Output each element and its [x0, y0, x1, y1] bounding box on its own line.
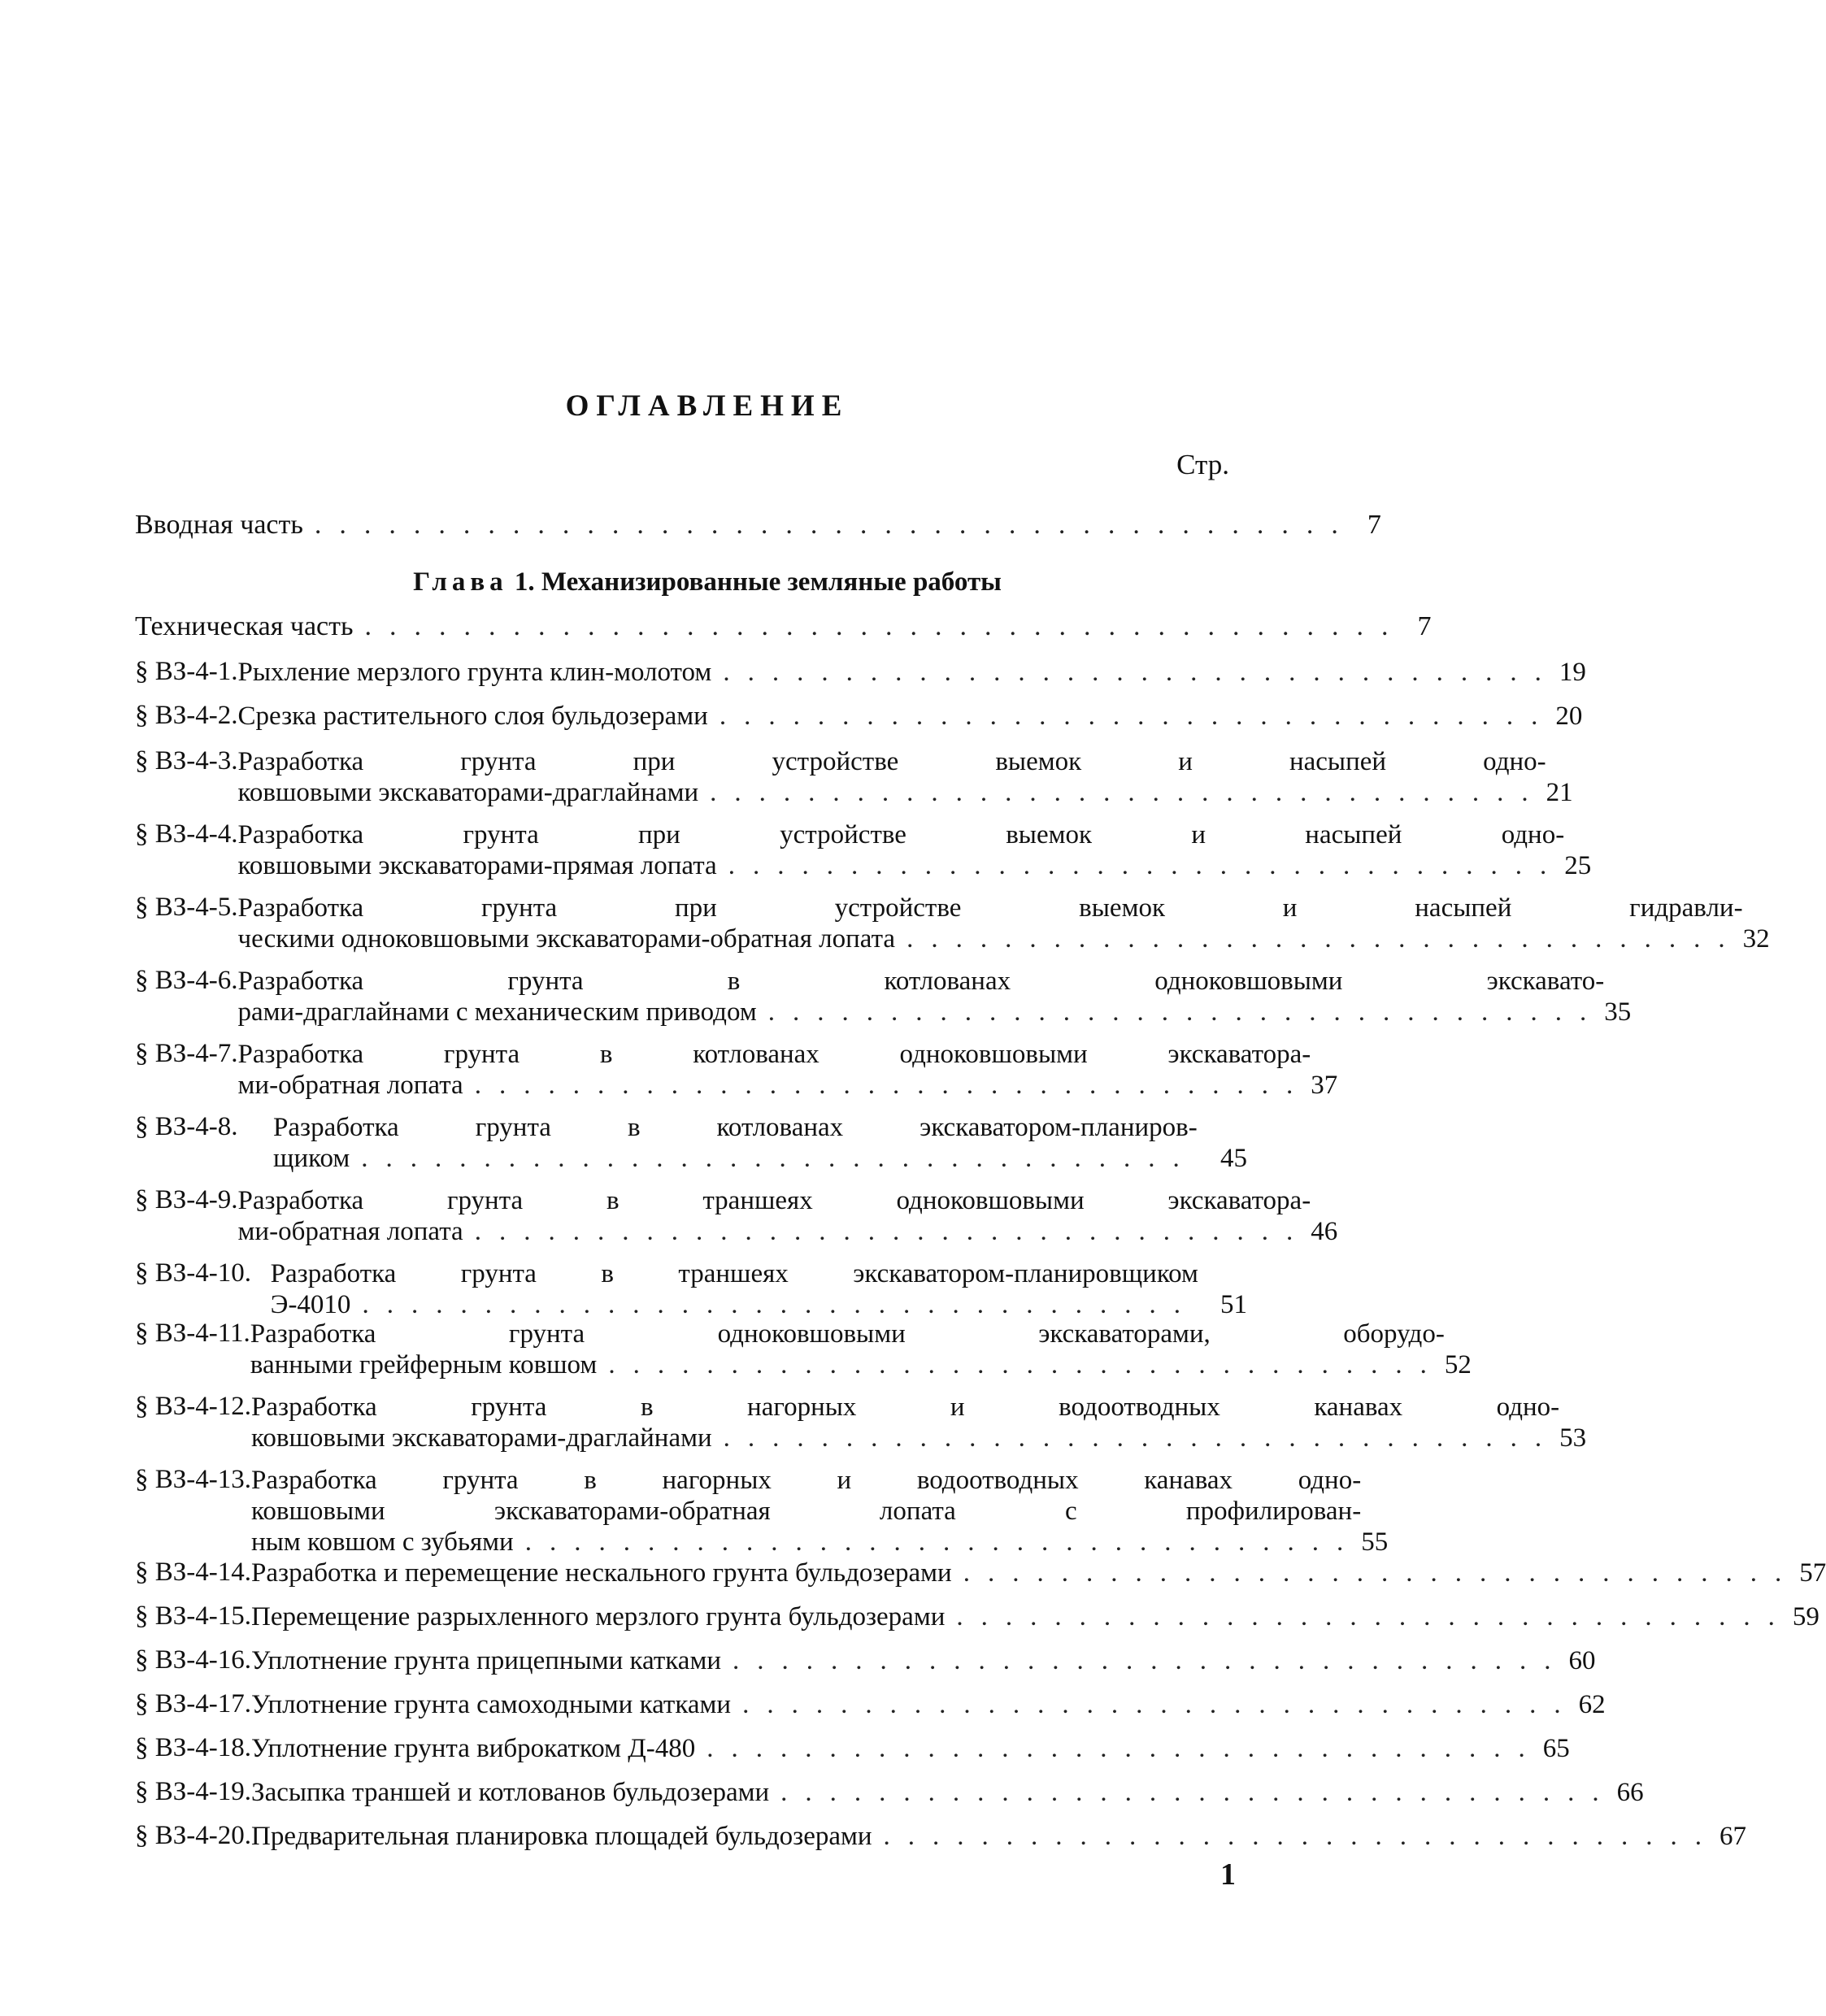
dot-leader: .................................. — [723, 658, 1559, 687]
dot-leader: .................................. — [956, 1602, 1793, 1631]
toc-entry-title — [251, 1689, 1579, 1720]
page-column-label: Стр. — [1176, 449, 1229, 480]
toc-entry[interactable] — [135, 657, 1586, 688]
page-number: 1 — [1220, 1857, 1236, 1892]
toc-entry-page: 35 — [1604, 997, 1632, 1027]
toc-entry-title-line: ми-обратная лопата — [237, 1071, 463, 1100]
chapter-title: 1. Механизированные земляные работы — [507, 567, 1002, 597]
toc-entry-section: § ВЗ-4-18. — [135, 1733, 252, 1762]
toc-entry-title — [238, 893, 1743, 954]
toc-entry[interactable] — [135, 1039, 1338, 1101]
toc-entry-title-line: Перемещение разрыхленного мерзлого грунта бульдозерами — [251, 1602, 946, 1631]
toc-entry-title-line: Предварительная планировка площадей бульдозерами — [251, 1822, 872, 1851]
toc-intro-row[interactable] — [135, 510, 1381, 541]
toc-entry-page: 66 — [1616, 1778, 1644, 1807]
toc-entry-title-line: Разработка грунта при устройстве выемок и насыпей одно- — [237, 747, 1546, 776]
toc-entry-page: 62 — [1578, 1690, 1606, 1719]
chapter-heading — [11, 567, 1403, 597]
toc-entry-page: 65 — [1542, 1734, 1570, 1763]
toc-entry-page: 19 — [1559, 658, 1586, 687]
toc-entry[interactable] — [135, 1558, 1826, 1588]
toc-entry-title — [251, 1777, 1617, 1808]
toc-entry-title-line: Уплотнение грунта самоходными катками — [251, 1690, 732, 1719]
toc-entry-page: 60 — [1568, 1646, 1596, 1675]
toc-entry-title-line: ковшовыми экскаваторами-прямая лопата — [237, 851, 717, 880]
toc-entry-page: 32 — [1742, 924, 1770, 954]
toc-entry-section: § ВЗ-4-3. — [135, 746, 238, 776]
toc-entry-section: § ВЗ-4-4. — [135, 819, 238, 849]
dot-leader: .................................. — [733, 1646, 1569, 1675]
toc-entry-page: 46 — [1311, 1217, 1338, 1246]
toc-entry-page: 25 — [1564, 851, 1592, 880]
toc-entry-title — [251, 1821, 1719, 1852]
toc-entry[interactable] — [135, 966, 1632, 1028]
toc-entry[interactable] — [135, 1112, 1247, 1174]
toc-entry[interactable] — [135, 701, 1583, 732]
toc-entry-title — [251, 1392, 1559, 1453]
toc-entry-section: § ВЗ-4-20. — [135, 1821, 252, 1850]
toc-entry[interactable] — [135, 1465, 1389, 1558]
toc-entry-title — [238, 746, 1546, 808]
toc-technical-label: Техническая часть — [135, 611, 354, 641]
toc-entry-page: 52 — [1444, 1350, 1472, 1379]
toc-entry[interactable] — [135, 746, 1573, 808]
toc-entry-page: 59 — [1792, 1602, 1819, 1631]
toc-entry-title-line: Рыхление мерзлого грунта клин-молотом — [237, 658, 712, 687]
toc-entry-page: 21 — [1546, 778, 1573, 807]
toc-entry-title-line: щиком — [273, 1144, 350, 1173]
toc-entry-title-line: рами-драглайнами с механическим приводом — [237, 997, 757, 1027]
dot-leader: .................................. — [767, 997, 1605, 1027]
toc-entry-title-line: Разработка грунта при устройстве выемок и насыпей одно- — [237, 820, 1565, 849]
toc-entry-title-line: Разработка грунта в котлованах экскаватором-планиров- — [273, 1113, 1198, 1142]
toc-entry-title-line: Разработка грунта при устройстве выемок и насыпей гидравли- — [237, 893, 1743, 923]
toc-entry-title-line: ми-обратная лопата — [237, 1217, 463, 1246]
toc-entry-section: § ВЗ-4-13. — [135, 1465, 252, 1494]
toc-entry-page: 51 — [1220, 1290, 1247, 1319]
toc-entry-title-line: Уплотнение грунта прицепными катками — [251, 1646, 721, 1675]
toc-entry-section: § ВЗ-4-12. — [135, 1392, 252, 1421]
toc-entry-title — [251, 1733, 1543, 1764]
toc-entry-section: § ВЗ-4-10. — [135, 1258, 252, 1288]
toc-entry-section: § ВЗ-4-7. — [135, 1039, 238, 1068]
toc-entry[interactable] — [135, 1777, 1644, 1808]
toc-entry[interactable] — [135, 1821, 1747, 1852]
toc-entry-title — [238, 819, 1565, 881]
dot-leader: .................................. — [780, 1778, 1617, 1807]
toc-entry-title-line: Разработка и перемещение нескального грунта бульдозерами — [251, 1558, 952, 1588]
dot-leader: .................................. — [719, 702, 1556, 731]
toc-entry-title — [251, 1558, 1799, 1588]
toc-entry-title-line: Разработка грунта в траншеях экскаватором-планировщиком — [270, 1259, 1198, 1288]
toc-entry-title-line: ковшовыми экскаваторами-драглайнами — [237, 778, 699, 807]
toc-entry[interactable] — [135, 1645, 1596, 1676]
toc-entry-title-line: Срезка растительного слоя бульдозерами — [237, 702, 708, 731]
dot-leader: .................................. — [883, 1822, 1720, 1851]
toc-entry-section: § ВЗ-4-1. — [135, 657, 238, 686]
dot-leader: .................................. — [474, 1217, 1311, 1246]
toc-entry-title-line: Разработка грунта в нагорных и водоотводных канавах одно- — [251, 1466, 1362, 1495]
dot-leader: .................................. — [963, 1558, 1800, 1588]
toc-entry-page: 55 — [1361, 1527, 1389, 1557]
toc-entry-title-line: ным ковшом с зубьями — [251, 1527, 514, 1557]
toc-entry-page: 45 — [1220, 1144, 1247, 1173]
toc-entry[interactable] — [135, 893, 1770, 954]
toc-entry-section: § ВЗ-4-15. — [135, 1601, 252, 1631]
toc-entry-section: § ВЗ-4-5. — [135, 893, 238, 922]
dot-leader: .................................. — [728, 851, 1565, 880]
toc-entry-title-line: Разработка грунта в нагорных и водоотводных канавах одно- — [251, 1393, 1560, 1422]
toc-entry-title-line: Разработка грунта одноковшовыми экскаваторами, оборудо- — [250, 1319, 1445, 1349]
toc-entry-title — [238, 1039, 1311, 1101]
toc-entry-title — [271, 1258, 1198, 1320]
dot-leader: .................................. — [906, 924, 1743, 954]
dot-leader: .................................. — [362, 1290, 1198, 1319]
toc-intro-page: 7 — [1367, 510, 1381, 540]
dot-leader: .................................. — [710, 778, 1546, 807]
toc-entry-section: § ВЗ-4-14. — [135, 1558, 252, 1587]
toc-entry[interactable] — [135, 1689, 1606, 1720]
toc-entry-title — [273, 1112, 1198, 1174]
dot-leader: .................................. — [723, 1423, 1560, 1453]
toc-entry[interactable] — [135, 819, 1592, 881]
toc-entry[interactable] — [135, 1258, 1247, 1320]
toc-entry-page: 37 — [1311, 1071, 1338, 1100]
toc-entry-section: § ВЗ-4-2. — [135, 701, 238, 730]
toc-entry-page: 53 — [1559, 1423, 1587, 1453]
toc-entry-title — [238, 657, 1559, 688]
toc-entry[interactable] — [135, 1392, 1587, 1453]
toc-entry-section: § ВЗ-4-11. — [135, 1319, 250, 1348]
toc-entry-title-line: Разработка грунта в траншеях одноковшовыми экскаватора- — [237, 1186, 1311, 1215]
toc-entry-title-line: Засыпка траншей и котлованов бульдозерами — [251, 1778, 770, 1807]
toc-entry-title — [251, 1645, 1568, 1676]
toc-entry[interactable] — [135, 1733, 1570, 1764]
toc-entry[interactable] — [135, 1319, 1472, 1380]
toc-entry-title — [238, 1185, 1311, 1247]
dot-leader: .................................. — [742, 1690, 1579, 1719]
toc-entry-section: § ВЗ-4-16. — [135, 1645, 252, 1675]
toc-entry[interactable] — [135, 1601, 1819, 1632]
toc-entry-title-line: ческими одноковшовыми экскаваторами-обратная лопата — [237, 924, 896, 954]
toc-entry-title-line: Э-4010 — [270, 1290, 351, 1319]
dot-leader: .................................. — [608, 1350, 1445, 1379]
toc-entry-title-line: Разработка грунта в котлованах одноковшовыми экскаватора- — [237, 1040, 1311, 1069]
page-title: ОГЛАВЛЕНИЕ — [565, 389, 850, 423]
toc-entry-title-line: ванными грейферным ковшом — [250, 1350, 598, 1379]
toc-entry-section: § ВЗ-4-19. — [135, 1777, 252, 1806]
toc-entry-section: § ВЗ-4-9. — [135, 1185, 238, 1214]
toc-entry[interactable] — [135, 1185, 1338, 1247]
toc-entry-title — [238, 701, 1556, 732]
toc-entry-page: 20 — [1555, 702, 1583, 731]
toc-entry-title-line: Уплотнение грунта виброкатком Д-480 — [251, 1734, 696, 1763]
toc-entry-section: § ВЗ-4-8. — [135, 1112, 238, 1141]
toc-entry-page: 67 — [1719, 1822, 1747, 1851]
toc-entry-title-line: Разработка грунта в котлованах одноковшовыми экскавато- — [237, 967, 1605, 996]
toc-entry-title — [251, 1601, 1793, 1632]
toc-entry-section: § ВЗ-4-17. — [135, 1689, 252, 1718]
dot-leader: .................................. — [474, 1071, 1311, 1100]
toc-entry-section: § ВЗ-4-6. — [135, 966, 238, 995]
toc-entry-title-line: ковшовыми экскаваторами-драглайнами — [251, 1423, 712, 1453]
dot-leader: .......................................... — [364, 611, 1406, 641]
dot-leader: .................................. — [524, 1527, 1362, 1557]
dot-leader: .......................................... — [314, 510, 1356, 540]
chapter-prefix: Глава — [413, 567, 508, 597]
toc-entry-title-line: ковшовыми экскаваторами-обратная лопата с профилирован- — [251, 1497, 1362, 1526]
toc-technical-page: 7 — [1417, 611, 1432, 641]
dot-leader: .................................. — [361, 1144, 1198, 1173]
toc-intro-label: Вводная часть — [135, 510, 303, 540]
toc-entry-title — [251, 1465, 1361, 1558]
toc-entry-title — [250, 1319, 1445, 1380]
dot-leader: .................................. — [706, 1734, 1543, 1763]
toc-technical-row[interactable] — [135, 611, 1432, 642]
toc-entry-page: 57 — [1799, 1558, 1826, 1588]
toc-entry-title — [238, 966, 1605, 1028]
